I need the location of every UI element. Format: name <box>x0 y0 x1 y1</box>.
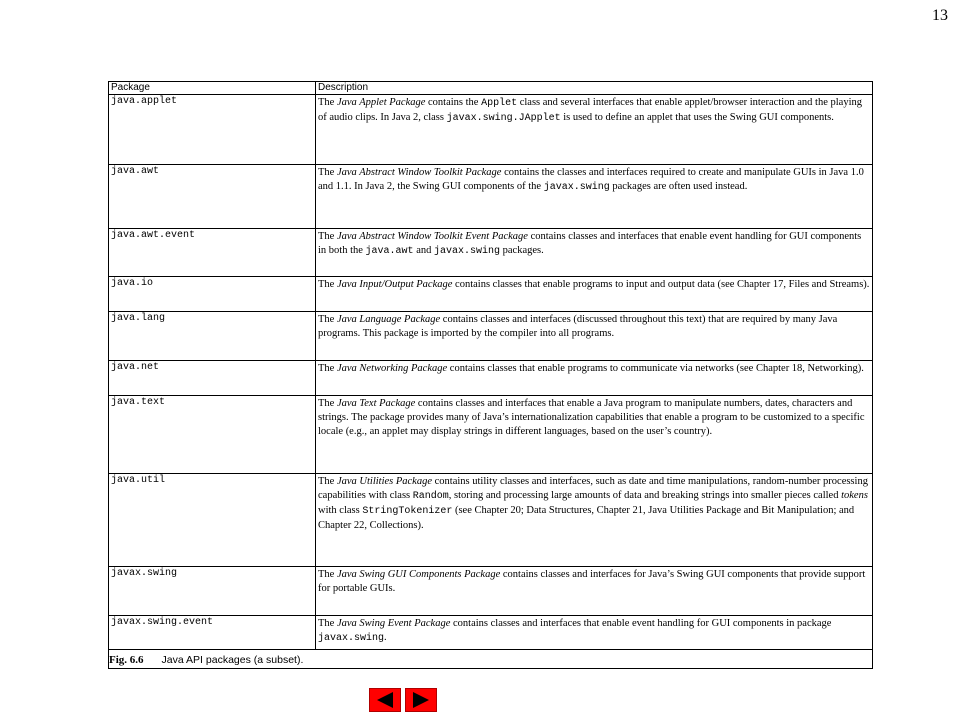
table-row <box>109 616 873 650</box>
package-description <box>316 567 873 616</box>
description-text: contains classes and interfaces that enable event handling for GUI components in package <box>450 618 832 629</box>
table-header-row <box>109 82 873 95</box>
figure-caption <box>109 650 873 669</box>
package-name: java.net <box>109 361 316 396</box>
description-text: The <box>318 618 337 629</box>
package-description <box>316 396 873 474</box>
code-term: Applet <box>481 98 518 109</box>
italic-term: Java Abstract Window Toolkit Event Package <box>336 231 528 242</box>
code-term: javax.swing <box>543 182 610 193</box>
description-text: contains utility classes and interfaces, such as date and time manipulations, random-number processing capabilities with class <box>318 476 868 501</box>
description-text: with class <box>318 505 363 516</box>
italic-term: Java Swing GUI Components Package <box>336 569 501 580</box>
table-row <box>109 229 873 277</box>
italic-term: Java Applet Package <box>336 97 426 108</box>
previous-slide-button[interactable] <box>369 688 401 712</box>
packages-table <box>108 81 873 669</box>
italic-term: Java Networking Package <box>336 363 448 374</box>
description-text: contains classes and interfaces (discussed throughout this text) that are required by many Java programs. This package is imported by the compiler into all programs. <box>318 314 838 339</box>
description-text: and <box>413 245 434 256</box>
table-row <box>109 165 873 229</box>
description-text: packages. <box>500 245 544 256</box>
description-text: The <box>318 231 337 242</box>
slide-navigation <box>369 688 437 712</box>
description-text: (see Chapter 20; Data Structures, Chapter 21, Java Utilities Package and Bit Manipulation; and Chapter 22, Collections). <box>318 505 855 531</box>
package-name: java.util <box>109 474 316 567</box>
italic-term: Java Input/Output Package <box>336 279 453 290</box>
package-description <box>316 277 873 312</box>
package-name: java.io <box>109 277 316 312</box>
page-number: 13 <box>932 7 948 24</box>
package-name: java.awt.event <box>109 229 316 277</box>
italic-term: Java Language Package <box>336 314 441 325</box>
header-description: Description <box>316 82 873 95</box>
package-name: javax.swing.event <box>109 616 316 650</box>
italic-term: Java Swing Event Package <box>336 618 451 629</box>
package-name: javax.swing <box>109 567 316 616</box>
description-text: The <box>318 569 337 580</box>
table-row <box>109 567 873 616</box>
package-name: java.awt <box>109 165 316 229</box>
description-text: The <box>318 363 337 374</box>
italic-term: Java Abstract Window Toolkit Package <box>336 167 502 178</box>
table-row <box>109 312 873 361</box>
package-description <box>316 312 873 361</box>
code-term: java.awt <box>365 246 414 257</box>
right-arrow-icon <box>406 689 436 711</box>
description-text: contains the <box>425 97 482 108</box>
description-text: The <box>318 97 337 108</box>
description-text: . <box>384 632 387 643</box>
table-row <box>109 95 873 165</box>
description-text: contains the classes and interfaces required to create and manipulate GUIs in Java 1.0 and 1.1. In Java 2, the Swing GUI components of the <box>318 167 864 192</box>
description-text: The <box>318 167 337 178</box>
description-text: , storing and processing large amounts of data and breaking strings into smaller pieces called <box>448 490 842 501</box>
code-term: StringTokenizer <box>362 506 453 517</box>
next-slide-button[interactable] <box>405 688 437 712</box>
description-text: The <box>318 398 337 409</box>
caption-row <box>109 650 873 669</box>
description-text: contains classes that enable programs to communicate via networks (see Chapter 18, Networking). <box>447 363 864 374</box>
figure-caption-text: Java API packages (a subset). <box>161 654 304 666</box>
package-description <box>316 165 873 229</box>
description-text: contains classes and interfaces that enable a Java program to manipulate numbers, dates, characters and strings. The package provides many of Java’s internationalization capabilities that enable a program to be customized to a specific locale (e.g., an applet may display strings in different languages, based on the user’s country). <box>318 398 865 437</box>
italic-term: Java Utilities Package <box>336 476 433 487</box>
package-description <box>316 474 873 567</box>
table-row <box>109 361 873 396</box>
description-text: packages are often used instead. <box>609 181 748 192</box>
italic-term: Java Text Package <box>336 398 416 409</box>
description-text: The <box>318 279 337 290</box>
package-description <box>316 95 873 165</box>
package-description <box>316 616 873 650</box>
package-name: java.lang <box>109 312 316 361</box>
italic-term: tokens <box>841 490 868 501</box>
description-text: The <box>318 314 337 325</box>
description-text: is used to define an applet that uses the Swing GUI components. <box>560 112 834 123</box>
package-description <box>316 361 873 396</box>
code-term: javax.swing.JApplet <box>446 113 561 124</box>
description-text: contains classes and interfaces for Java’s Swing GUI components that provide support for portable GUIs. <box>318 569 866 594</box>
table-row <box>109 396 873 474</box>
description-text: contains classes and interfaces that enable event handling for GUI components in both the <box>318 231 862 256</box>
package-name: java.text <box>109 396 316 474</box>
package-name: java.applet <box>109 95 316 165</box>
table-row <box>109 474 873 567</box>
description-text: The <box>318 476 337 487</box>
figure-label: Fig. 6.6 <box>109 654 144 666</box>
description-text: contains classes that enable programs to input and output data (see Chapter 17, Files and Streams). <box>452 279 870 290</box>
package-description <box>316 229 873 277</box>
header-package: Package <box>109 82 316 95</box>
description-text: class and several interfaces that enable applet/browser interaction and the playing of audio clips. In Java 2, class <box>318 97 863 123</box>
code-term: javax.swing <box>433 246 500 257</box>
left-arrow-icon <box>370 689 400 711</box>
code-term: Random <box>412 491 449 502</box>
code-term: javax.swing <box>318 633 385 644</box>
table-row <box>109 277 873 312</box>
